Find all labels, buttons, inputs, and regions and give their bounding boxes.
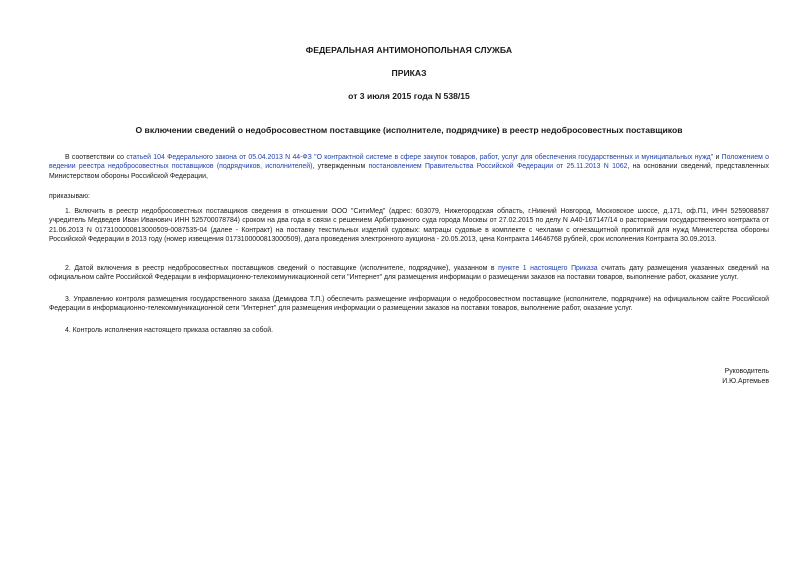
order-item-1: 1. Включить в реестр недобросовестных поставщиков сведения в отношении ООО "СитиМед" (адрес: 603079, Нижегородская область, г.Нижний Новгород, Московское шоссе, д.171, оф.П1, ИНН 5259088587 учредитель Медведев Иван Иванович ИНН 525700078784) сроком на два года в связи с решением Арбитражного суда города Москвы от 27.02.2015 по делу N А40-167147/14 о расторжении государственного контракта от 21.06.2013 N 0173100000813000509-0087535-04 (далее - Контракт) на поставку текстильных изделий судовых: матрацы судовые в комплекте с чехлами с огнезащитной пропиткой для нужд Министерства обороны Российской Федерации в 2013 году (номер извещения 0173100000813000509), дата проведения электронного аукциона - 20.05.2013, цена Контракта 14646768 рублей, срок исполнения Контракта 30.09.2013. — [49, 208, 769, 244]
document-subject: О включении сведений о недобросовестном поставщике (исполнителе, подрядчике) в реестр недобросовестных поставщиков — [135, 125, 683, 135]
document-type: ПРИКАЗ — [391, 68, 427, 78]
intro-text-2: и — [713, 154, 722, 161]
signature-block — [569, 367, 769, 387]
signatory-title: Руководитель — [724, 368, 769, 375]
signatory-name: И.Ю.Артемьев — [722, 377, 769, 385]
registry-regulation-link[interactable]: Положением о ведении реестра недобросовестных поставщиков (подрядчиков, исполнителей) — [49, 154, 769, 171]
law-article-link[interactable]: статьей 104 Федерального закона от 05.04.2013 N 44-ФЗ "О контрактной системе в сфере закупок товаров, работ, услуг для обеспечения государственных и муниципальных нужд" — [126, 154, 714, 161]
agency-title: ФЕДЕРАЛЬНАЯ АНТИМОНОПОЛЬНАЯ СЛУЖБА — [305, 45, 513, 55]
order-item-3: 3. Управлению контроля размещения государственного заказа (Демидова Т.П.) обеспечить размещение информации о недобросовестном поставщике (исполнителе, подрядчике) на официальном сайте Российской Федерации в информационно-телекоммуникационной сети "Интернет" для размещения информации о размещении заказов на поставки товаров, выполнение работ, оказание услуг. — [49, 296, 769, 313]
intro-text-3: , утвержденным — [312, 163, 369, 171]
document-date-number: от 3 июля 2015 года N 538/15 — [348, 91, 470, 101]
item2-text-2: считать дату размещения указанных сведений на официальном сайте Российской Федерации в информационно-телекоммуникационной сети "Интернет" для размещения информации о размещении заказов на поставки товаров, выполнение работ, оказание услуг. — [49, 265, 770, 282]
intro-text-4: , на основании сведений, представленных Министерством обороны Российской Федерации, — [49, 163, 769, 180]
order-word: приказываю: — [49, 193, 90, 200]
item2-text-1: 2. Датой включения в реестр недобросовестных поставщиков сведений о поставщике (исполнителе, подрядчике), указанном в — [65, 265, 499, 272]
order-item-4: 4. Контроль исполнения настоящего приказа оставляю за собой. — [65, 327, 273, 334]
order-item-2 — [49, 264, 769, 283]
government-decree-link[interactable]: постановлением Правительства Российской Федерации от 25.11.2013 N 1062 — [368, 163, 628, 171]
order-clause-link[interactable]: пункте 1 настоящего Приказа — [498, 265, 598, 272]
document-page — [49, 0, 769, 571]
intro-text-1: В соответствии со — [65, 154, 127, 161]
intro-paragraph — [49, 153, 769, 181]
